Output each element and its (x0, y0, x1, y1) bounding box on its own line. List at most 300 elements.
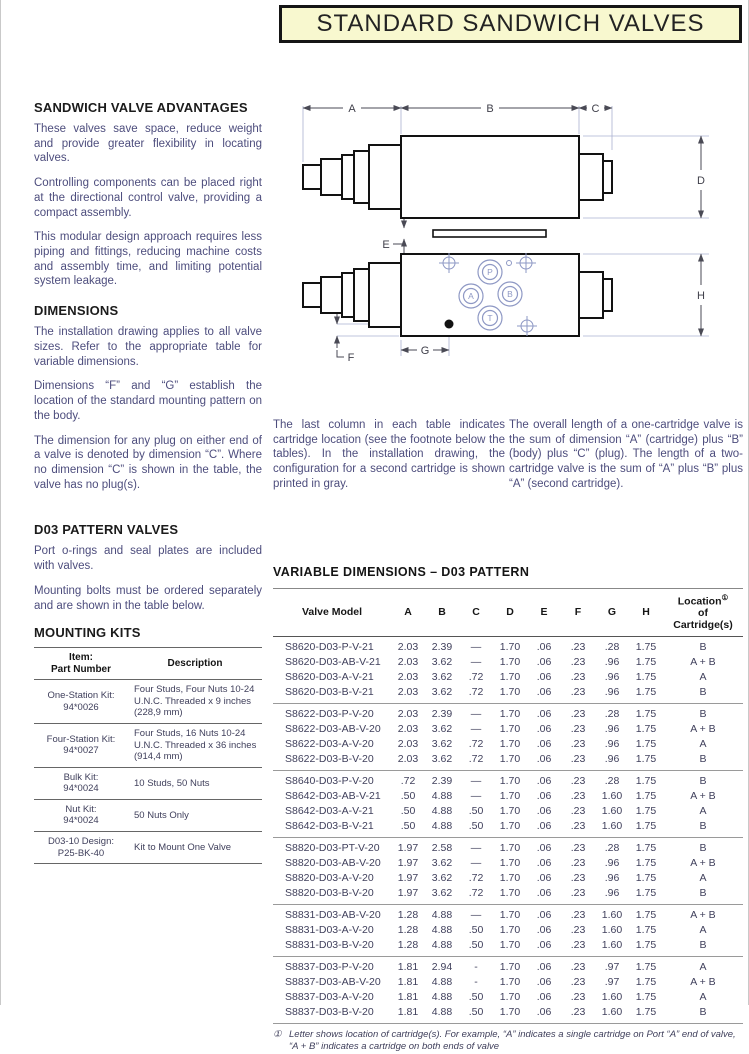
dim-F-cell: .23 (570, 961, 586, 974)
valve-model-cell: S8820-D03-PT-V-20 (285, 842, 380, 855)
mounting-kit-row (34, 767, 262, 799)
dim-label-F: F (347, 352, 355, 364)
variable-dimensions-table (273, 588, 743, 1024)
valve-row (273, 685, 743, 704)
dim-D-cell: 1.70 (499, 641, 521, 654)
dim-C-cell: — (470, 857, 482, 870)
mounting-kits-table (34, 647, 262, 864)
kit-item-cell (34, 680, 128, 724)
valve-model-cell: S8831-D03-AB-V-20 (285, 909, 381, 922)
dim-A-cell: 2.03 (397, 686, 419, 699)
dim-D-cell: 1.70 (499, 790, 521, 803)
cartridge-location-cell: A (699, 924, 707, 937)
page-title: STANDARD SANDWICH VALVES (316, 10, 705, 37)
valve-model-cell: S8620-D03-P-V-21 (285, 641, 374, 654)
dim-B-cell: 3.62 (431, 671, 453, 684)
dim-B-cell: 3.62 (431, 857, 453, 870)
dim-F-cell: .23 (570, 708, 586, 721)
dim-G-cell: .96 (604, 738, 620, 751)
dim-C-cell: .50 (468, 939, 484, 952)
cartridge-location-cell: A (699, 961, 707, 974)
dim-G-cell: .97 (604, 976, 620, 989)
mounting-kit-row (34, 832, 262, 864)
dim-G-cell: .96 (604, 671, 620, 684)
port-label-A: A (468, 291, 474, 301)
valve-row (273, 771, 743, 790)
dim-H-cell: 1.75 (635, 656, 657, 669)
dim-A-cell: 1.81 (397, 976, 419, 989)
dim-B-cell: 4.88 (431, 820, 453, 833)
dim-C-cell: — (470, 656, 482, 669)
dim-H-cell: 1.75 (635, 976, 657, 989)
kit-description-cell: 50 Nuts Only (128, 799, 262, 831)
col-header-E: E (527, 589, 561, 637)
dim-H-cell: 1.75 (635, 775, 657, 788)
dim-E-cell: .06 (536, 753, 552, 766)
dim-D-cell: 1.70 (499, 857, 521, 870)
valve-row (273, 722, 743, 737)
dimensions-header-row (273, 589, 743, 637)
dim-C-cell: .72 (468, 671, 484, 684)
dim-H-cell: 1.75 (635, 961, 657, 974)
seal-plate (433, 230, 546, 237)
dim-B-cell: 2.39 (431, 708, 453, 721)
dim-G-cell: 1.60 (601, 1006, 623, 1019)
col-header-B: B (425, 589, 459, 637)
advantages-paragraph-1: These valves save space, reduce weight and provide greater flexibility in locating valves. (34, 123, 262, 165)
dim-H-cell: 1.75 (635, 909, 657, 922)
dim-A-cell: 2.03 (397, 738, 419, 751)
dim-C-cell: — (470, 641, 482, 654)
dim-D-cell: 1.70 (499, 753, 521, 766)
dim-H-cell: 1.75 (635, 708, 657, 721)
valve-row (273, 957, 743, 976)
valve-model-cell: S8620-D03-AB-V-21 (285, 656, 381, 669)
dim-F-cell: .23 (570, 738, 586, 751)
dim-H-cell: 1.75 (635, 872, 657, 885)
dim-D-cell: 1.70 (499, 708, 521, 721)
valve-row (273, 655, 743, 670)
dim-G-cell: 1.60 (601, 924, 623, 937)
dim-label-B: B (486, 103, 494, 115)
dim-C-cell: - (474, 961, 478, 974)
dim-label-H: H (697, 290, 705, 302)
cartridge-location-cell: B (699, 686, 707, 699)
kit-item-cell (34, 767, 128, 799)
cartridge-location-cell: B (699, 1006, 707, 1019)
dim-C-cell: .50 (468, 924, 484, 937)
dim-G-cell: .97 (604, 961, 620, 974)
dim-F-cell: .23 (570, 820, 586, 833)
valve-row (273, 938, 743, 957)
valve-row (273, 804, 743, 819)
valve-row (273, 871, 743, 886)
cartridge-location-cell: A (699, 738, 707, 751)
dim-A-cell: 1.81 (397, 961, 419, 974)
dim-B-cell: 4.88 (431, 939, 453, 952)
variable-dimensions-section (273, 565, 745, 1054)
dim-A-cell: 1.81 (397, 1006, 419, 1019)
dim-G-cell: .28 (604, 708, 620, 721)
dim-E-cell: .06 (536, 820, 552, 833)
valve-model-cell: S8837-D03-AB-V-20 (285, 976, 381, 989)
dim-D-cell: 1.70 (499, 686, 521, 699)
dim-A-cell: 1.28 (397, 909, 419, 922)
dim-F-cell: .23 (570, 671, 586, 684)
kit-item-name: Bulk Kit: (63, 771, 99, 783)
footnote-text: Letter shows location of cartridge(s). For example, “A” indicates a single cartridge on Port “A” end of valve, “A + B” indicates a cartridge on both ends of valve (289, 1029, 736, 1053)
dim-G-cell: 1.60 (601, 991, 623, 1004)
dim-label-E: E (382, 239, 390, 251)
dim-E-cell: .06 (536, 790, 552, 803)
dim-H-cell: 1.75 (635, 842, 657, 855)
dim-G-cell: .96 (604, 857, 620, 870)
dim-G-cell: 1.60 (601, 790, 623, 803)
kit-item-cell (34, 832, 128, 864)
dim-D-cell: 1.70 (499, 976, 521, 989)
dim-B-cell: 4.88 (431, 976, 453, 989)
dim-G-cell: .28 (604, 641, 620, 654)
col-header-D: D (493, 589, 527, 637)
kit-description-cell: Kit to Mount One Valve (128, 832, 262, 864)
dim-C-cell: — (470, 723, 482, 736)
dim-H-cell: 1.75 (635, 723, 657, 736)
dim-A-cell: 1.28 (397, 924, 419, 937)
dim-H-cell: 1.75 (635, 939, 657, 952)
valve-row (273, 905, 743, 924)
dim-C-cell: .72 (468, 686, 484, 699)
kits-col-description-header: Description (128, 648, 262, 680)
valve-model-cell: S8820-D03-AB-V-20 (285, 857, 381, 870)
dim-A-cell: 1.97 (397, 857, 419, 870)
dim-A-cell: .50 (400, 820, 416, 833)
dim-H-cell: 1.75 (635, 738, 657, 751)
dim-F-cell: .23 (570, 656, 586, 669)
valve-row (273, 1005, 743, 1024)
kit-part-number: 94*0027 (63, 745, 99, 757)
valve-row (273, 737, 743, 752)
dim-H-cell: 1.75 (635, 671, 657, 684)
dim-D-cell: 1.70 (499, 887, 521, 900)
dim-C-cell: .72 (468, 738, 484, 751)
advantages-paragraph-2: Controlling components can be placed right at the directional control valve, providing a compact assembly. (34, 177, 262, 219)
dim-C-cell: .50 (468, 991, 484, 1004)
dim-F-cell: .23 (570, 976, 586, 989)
dim-label-C: C (591, 103, 600, 115)
dim-D-cell: 1.70 (499, 1006, 521, 1019)
dim-D-cell: 1.70 (499, 939, 521, 952)
dim-F-cell: .23 (570, 887, 586, 900)
dim-B-cell: 2.39 (431, 641, 453, 654)
dim-label-G: G (420, 345, 430, 357)
side-view-outline (303, 136, 612, 218)
kits-col-item-header: Item: Part Number (34, 648, 128, 680)
dim-E-cell: .06 (536, 842, 552, 855)
dim-H-cell: 1.75 (635, 991, 657, 1004)
dim-B-cell: 4.88 (431, 790, 453, 803)
variable-dimensions-heading: VARIABLE DIMENSIONS – D03 PATTERN (273, 565, 530, 579)
valve-row (273, 704, 743, 723)
valve-row (273, 856, 743, 871)
dim-E-cell: .06 (536, 641, 552, 654)
datum-point (445, 320, 454, 329)
valve-model-cell: S8642-D03-B-V-21 (285, 820, 374, 833)
valve-model-cell: S8837-D03-A-V-20 (285, 991, 374, 1004)
dim-E-cell: .06 (536, 924, 552, 937)
dim-E-cell: .06 (536, 976, 552, 989)
col-header-A: A (391, 589, 425, 637)
cartridge-location-cell: A + B (690, 790, 716, 803)
dim-A-cell: 1.97 (397, 887, 419, 900)
dim-B-cell: 3.62 (431, 686, 453, 699)
dim-E-cell: .06 (536, 686, 552, 699)
valve-model-cell: S8837-D03-B-V-20 (285, 1006, 374, 1019)
cartridge-location-cell: B (699, 939, 707, 952)
dim-G-cell: .96 (604, 887, 620, 900)
side-view (303, 136, 612, 218)
dim-A-cell: 2.03 (397, 656, 419, 669)
dim-E-cell: .06 (536, 991, 552, 1004)
mounting-kit-row (34, 799, 262, 831)
valve-row (273, 886, 743, 905)
col-header-F: F (561, 589, 595, 637)
col-header-C: C (459, 589, 493, 637)
mounting-kit-row (34, 723, 262, 767)
dim-C-cell: .72 (468, 887, 484, 900)
dim-B-cell: 4.88 (431, 924, 453, 937)
dim-C-cell: .72 (468, 872, 484, 885)
cartridge-location-cell: A + B (690, 656, 716, 669)
note-overall-length: The overall length of a one-cartridge valve is the sum of dimension “A” (cartridge) plus “B” (body) plus “C” (plug). The length of a two-cartridge valve is the sum of “A” plus “B” plus “A” (second cartridge). (509, 419, 743, 490)
dim-E-cell: .06 (536, 656, 552, 669)
dim-A-cell: 2.03 (397, 723, 419, 736)
note-cartridge-location: The last column in each table indicates cartridge location (see the footnote below the tables). In the installation drawing, the configuration for a second cartridge is shown printed in gray. (273, 419, 505, 490)
dim-E-cell: .06 (536, 939, 552, 952)
dim-A-cell: 1.97 (397, 872, 419, 885)
dim-F-cell: .23 (570, 1006, 586, 1019)
dim-C-cell: — (470, 708, 482, 721)
dim-F-cell: .23 (570, 924, 586, 937)
dim-D-cell: 1.70 (499, 820, 521, 833)
dim-G-cell: .96 (604, 656, 620, 669)
dimensions-paragraph-2: Dimensions “F” and “G” establish the location of the standard mounting pattern on the body. (34, 380, 262, 422)
dim-D-cell: 1.70 (499, 723, 521, 736)
kit-item-cell (34, 799, 128, 831)
dim-G-cell: .28 (604, 842, 620, 855)
cartridge-location-cell: B (699, 820, 707, 833)
dim-E-cell: .06 (536, 857, 552, 870)
installation-drawing (281, 88, 746, 414)
dim-F-cell: .23 (570, 872, 586, 885)
dim-D-cell: 1.70 (499, 775, 521, 788)
mounting-kit-row (34, 680, 262, 724)
dim-G-cell: 1.60 (601, 805, 623, 818)
dim-F-cell: .23 (570, 857, 586, 870)
kit-item-name: Nut Kit: (65, 803, 97, 815)
dim-H-cell: 1.75 (635, 790, 657, 803)
cartridge-location-cell: A + B (690, 909, 716, 922)
dim-D-cell: 1.70 (499, 961, 521, 974)
valve-model-cell: S8620-D03-A-V-21 (285, 671, 374, 684)
dim-F-cell: .23 (570, 909, 586, 922)
valve-model-cell: S8622-D03-AB-V-20 (285, 723, 381, 736)
dim-G-cell: .96 (604, 753, 620, 766)
valve-row (273, 819, 743, 838)
dim-C-cell: .50 (468, 805, 484, 818)
kit-part-number: P25-BK-40 (57, 847, 105, 859)
dim-G-cell: .96 (604, 723, 620, 736)
dim-D-cell: 1.70 (499, 842, 521, 855)
dim-label-D: D (697, 175, 705, 187)
valve-model-cell: S8642-D03-AB-V-21 (285, 790, 381, 803)
dim-H-cell: 1.75 (635, 753, 657, 766)
dim-A-cell: 2.03 (397, 641, 419, 654)
left-column (34, 100, 262, 864)
valve-model-cell: S8820-D03-A-V-20 (285, 872, 374, 885)
port-label-P: P (487, 267, 493, 277)
valve-model-cell: S8831-D03-A-V-20 (285, 924, 374, 937)
dim-G-cell: .28 (604, 775, 620, 788)
valve-model-cell: S8820-D03-B-V-20 (285, 887, 374, 900)
dim-F-cell: .23 (570, 805, 586, 818)
dim-G-cell: 1.60 (601, 909, 623, 922)
d03-pattern-heading: D03 PATTERN VALVES (34, 522, 179, 538)
dim-C-cell: - (474, 976, 478, 989)
kit-item-cell (34, 723, 128, 767)
dim-E-cell: .06 (536, 961, 552, 974)
dim-B-cell: 3.62 (431, 656, 453, 669)
dim-D-cell: 1.70 (499, 991, 521, 1004)
dim-D-cell: 1.70 (499, 924, 521, 937)
dim-H-cell: 1.75 (635, 887, 657, 900)
dim-B-cell: 3.62 (431, 872, 453, 885)
dim-H-cell: 1.75 (635, 686, 657, 699)
dim-B-cell: 3.62 (431, 887, 453, 900)
dim-E-cell: .06 (536, 887, 552, 900)
dim-G-cell: .96 (604, 872, 620, 885)
cartridge-location-cell: A + B (690, 723, 716, 736)
dim-F-cell: .23 (570, 790, 586, 803)
dim-A-cell: .50 (400, 805, 416, 818)
dim-F-cell: .23 (570, 641, 586, 654)
dim-B-cell: 4.88 (431, 909, 453, 922)
cartridge-location-cell: B (699, 842, 707, 855)
kit-item-name: One-Station Kit: (47, 690, 115, 702)
dim-G-cell: 1.60 (601, 820, 623, 833)
dim-B-cell: 2.58 (431, 842, 453, 855)
d03-paragraph-2: Mounting bolts must be ordered separately and are shown in the table below. (34, 584, 262, 612)
valve-row (273, 990, 743, 1005)
advantages-paragraph-3: This modular design approach requires less piping and fittings, reducing machine costs and assembly time, and limiting potential system leakage. (34, 231, 262, 288)
footnote-mark: ① (273, 1029, 282, 1041)
dim-A-cell: 1.81 (397, 991, 419, 1004)
col-header-location: Location① of Cartridge(s) (663, 589, 743, 637)
dim-A-cell: .50 (400, 790, 416, 803)
valve-row (273, 975, 743, 990)
dim-H-cell: 1.75 (635, 820, 657, 833)
dim-F-cell: .23 (570, 723, 586, 736)
dim-B-cell: 3.62 (431, 723, 453, 736)
cartridge-location-cell: B (699, 753, 707, 766)
title-banner (279, 5, 742, 43)
dim-D-cell: 1.70 (499, 909, 521, 922)
kit-description-cell: Four Studs, Four Nuts 10-24 U.N.C. Threaded x 9 inches (228,9 mm) (128, 680, 262, 724)
cartridge-location-cell: A (699, 991, 707, 1004)
col-header-valve-model: Valve Model (273, 589, 391, 637)
dim-H-cell: 1.75 (635, 641, 657, 654)
dim-F-cell: .23 (570, 842, 586, 855)
dim-D-cell: 1.70 (499, 738, 521, 751)
dim-A-cell: 2.03 (397, 753, 419, 766)
cartridge-location-cell: B (699, 708, 707, 721)
kit-part-number: 94*0026 (63, 701, 99, 713)
valve-model-cell: S8622-D03-P-V-20 (285, 708, 374, 721)
valve-row (273, 838, 743, 857)
kit-part-number: 94*0024 (63, 815, 99, 827)
dim-F-cell: .23 (570, 753, 586, 766)
valve-row (273, 752, 743, 771)
cartridge-location-cell: B (699, 887, 707, 900)
dim-C-cell: .72 (468, 753, 484, 766)
dim-A-cell: .72 (400, 775, 416, 788)
valve-row (273, 789, 743, 804)
kit-item-name: Four-Station Kit: (46, 733, 116, 745)
dim-E-cell: .06 (536, 775, 552, 788)
dim-C-cell: .50 (468, 820, 484, 833)
kit-item-name: D03-10 Design: (47, 836, 114, 848)
dim-C-cell: — (470, 909, 482, 922)
dim-A-cell: 2.03 (397, 708, 419, 721)
dim-B-cell: 4.88 (431, 805, 453, 818)
dim-H-cell: 1.75 (635, 924, 657, 937)
dim-E-cell: .06 (536, 738, 552, 751)
valve-model-cell: S8640-D03-P-V-20 (285, 775, 374, 788)
port-label-T: T (487, 313, 493, 323)
dim-F-cell: .23 (570, 686, 586, 699)
kit-description-cell: Four Studs, 16 Nuts 10-24 U.N.C. Threaded x 36 inches (914,4 mm) (128, 723, 262, 767)
dim-E-cell: .06 (536, 872, 552, 885)
dim-G-cell: 1.60 (601, 939, 623, 952)
dim-D-cell: 1.70 (499, 872, 521, 885)
dim-A-cell: 1.28 (397, 939, 419, 952)
dim-G-cell: .96 (604, 686, 620, 699)
dim-H-cell: 1.75 (635, 1006, 657, 1019)
dim-label-A: A (348, 103, 356, 115)
cartridge-location-cell: A (699, 805, 707, 818)
dim-B-cell: 3.62 (431, 753, 453, 766)
port-label-B: B (507, 289, 513, 299)
col-header-H: H (629, 589, 663, 637)
dim-C-cell: — (470, 775, 482, 788)
cartridge-location-cell: A + B (690, 976, 716, 989)
dim-B-cell: 4.88 (431, 1006, 453, 1019)
mounting-kits-header-row (34, 648, 262, 680)
dimensions-paragraph-3: The dimension for any plug on either end of a valve is denoted by dimension “C”. Where no dimension “C” is shown in the table, the valve has no plug(s). (34, 434, 262, 491)
valve-model-cell: S8622-D03-B-V-20 (285, 753, 374, 766)
cartridge-location-cell: A (699, 872, 707, 885)
advantages-heading: SANDWICH VALVE ADVANTAGES (34, 100, 248, 115)
dim-F-cell: .23 (570, 939, 586, 952)
dim-B-cell: 2.94 (431, 961, 453, 974)
valve-model-cell: S8620-D03-B-V-21 (285, 686, 374, 699)
cartridge-location-cell: A (699, 671, 707, 684)
dim-H-cell: 1.75 (635, 805, 657, 818)
dim-D-cell: 1.70 (499, 656, 521, 669)
dimensions-paragraph-1: The installation drawing applies to all valve sizes. Refer to the appropriate table for variable dimensions. (34, 326, 262, 368)
valve-model-cell: S8837-D03-P-V-20 (285, 961, 374, 974)
dim-E-cell: .06 (536, 723, 552, 736)
col-header-G: G (595, 589, 629, 637)
